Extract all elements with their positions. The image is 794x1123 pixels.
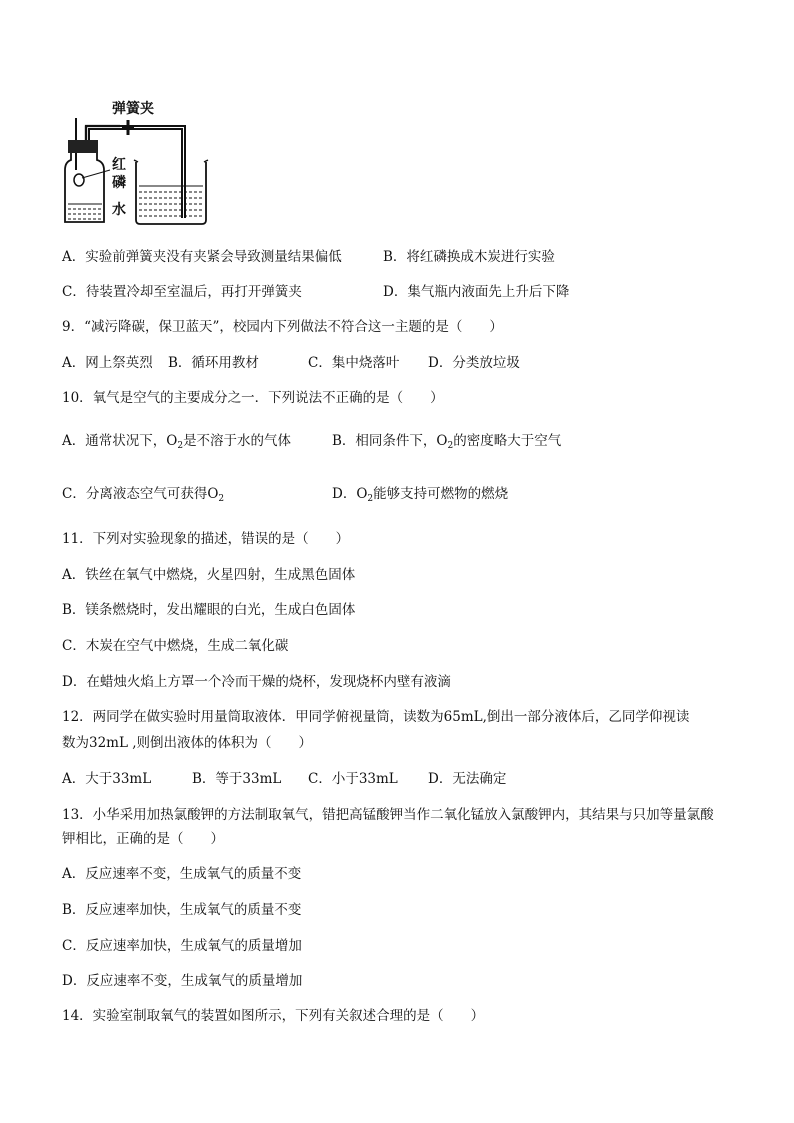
q13-stem-line-2: 钾相比，正确的是（ ） [62, 831, 224, 847]
label-spring-clamp: 弹簧夹 [112, 101, 154, 117]
q9-option-d: D．分类放垃圾 [428, 355, 520, 371]
q12-stem-line-2: 数为32mL ,则倒出液体的体积为（ ） [62, 735, 313, 751]
q9-stem: 9．“减污降碳，保卫蓝天”，校园内下列做法不符合这一主题的是（ ） [62, 319, 503, 335]
q11-option-d: D．在蜡烛火焰上方罩一个冷而干燥的烧杯，发现烧杯内壁有液滴 [62, 674, 451, 690]
q13-option-b: B．反应速率加快，生成氧气的质量不变 [62, 902, 302, 918]
q13-option-a: A．反应速率不变，生成氧气的质量不变 [62, 866, 302, 882]
q13-stem-line-1: 13．小华采用加热氯酸钾的方法制取氧气，错把高锰酸钾当作二氧化锰放入氯酸钾内，其结果与只加等量氯酸 [62, 807, 714, 823]
q12-stem-line-1: 12．两同学在做实验时用量筒取液体．甲同学俯视量筒，读数为65mL,倒出一部分液体后，乙同学仰视读 [62, 709, 690, 725]
q9-option-c: C．集中烧落叶 [308, 355, 400, 371]
q12-option-b: B．等于33mL [192, 771, 282, 787]
q8-option-b: B．将红磷换成木炭进行实验 [383, 249, 555, 265]
label-water: 水 [112, 202, 126, 218]
q8-option-d: D．集气瓶内液面先上升后下降 [383, 284, 570, 300]
label-red: 红 [112, 157, 126, 173]
q10-option-b: B．相同条件下，$O_2$的密度略大于空气 [332, 433, 562, 451]
q11-stem: 11．下列对实验现象的描述，错误的是（ ） [62, 531, 350, 547]
q12-option-a: A．大于33mL [62, 771, 152, 787]
q10-option-c: C．分离液态空气可获得$O_2$ [62, 486, 225, 504]
q11-option-c: C．木炭在空气中燃烧，生成二氧化碳 [62, 638, 289, 654]
label-phosphorus: 磷 [112, 175, 126, 191]
q10-option-d: D．$O_2$能够支持可燃物的燃烧 [332, 486, 509, 504]
q13-option-d: D．反应速率不变，生成氧气的质量增加 [62, 973, 303, 989]
q12-option-c: C．小于33mL [308, 771, 398, 787]
q10-option-a: A．通常状况下，$O_2$是不溶于水的气体 [62, 433, 292, 451]
q11-option-a: A．铁丝在氧气中燃烧，火星四射，生成黑色固体 [62, 567, 356, 583]
q14-stem: 14．实验室制取氧气的装置如图所示，下列有关叙述合理的是（ ） [62, 1008, 485, 1024]
experiment-figure [62, 100, 212, 225]
q10-stem: 10．氧气是空气的主要成分之一．下列说法不正确的是（ ） [62, 390, 444, 406]
q8-option-a: A．实验前弹簧夹没有夹紧会导致测量结果偏低 [62, 249, 342, 265]
q13-option-c: C．反应速率加快，生成氧气的质量增加 [62, 938, 302, 954]
q9-option-a: A．网上祭英烈 [62, 355, 153, 371]
apparatus-drawing [62, 100, 212, 225]
q11-option-b: B．镁条燃烧时，发出耀眼的白光，生成白色固体 [62, 602, 356, 618]
q9-option-b: B．循环用教材 [168, 355, 259, 371]
q12-option-d: D．无法确定 [428, 771, 507, 787]
q8-option-c: C．待装置冷却至室温后，再打开弹簧夹 [62, 284, 302, 300]
